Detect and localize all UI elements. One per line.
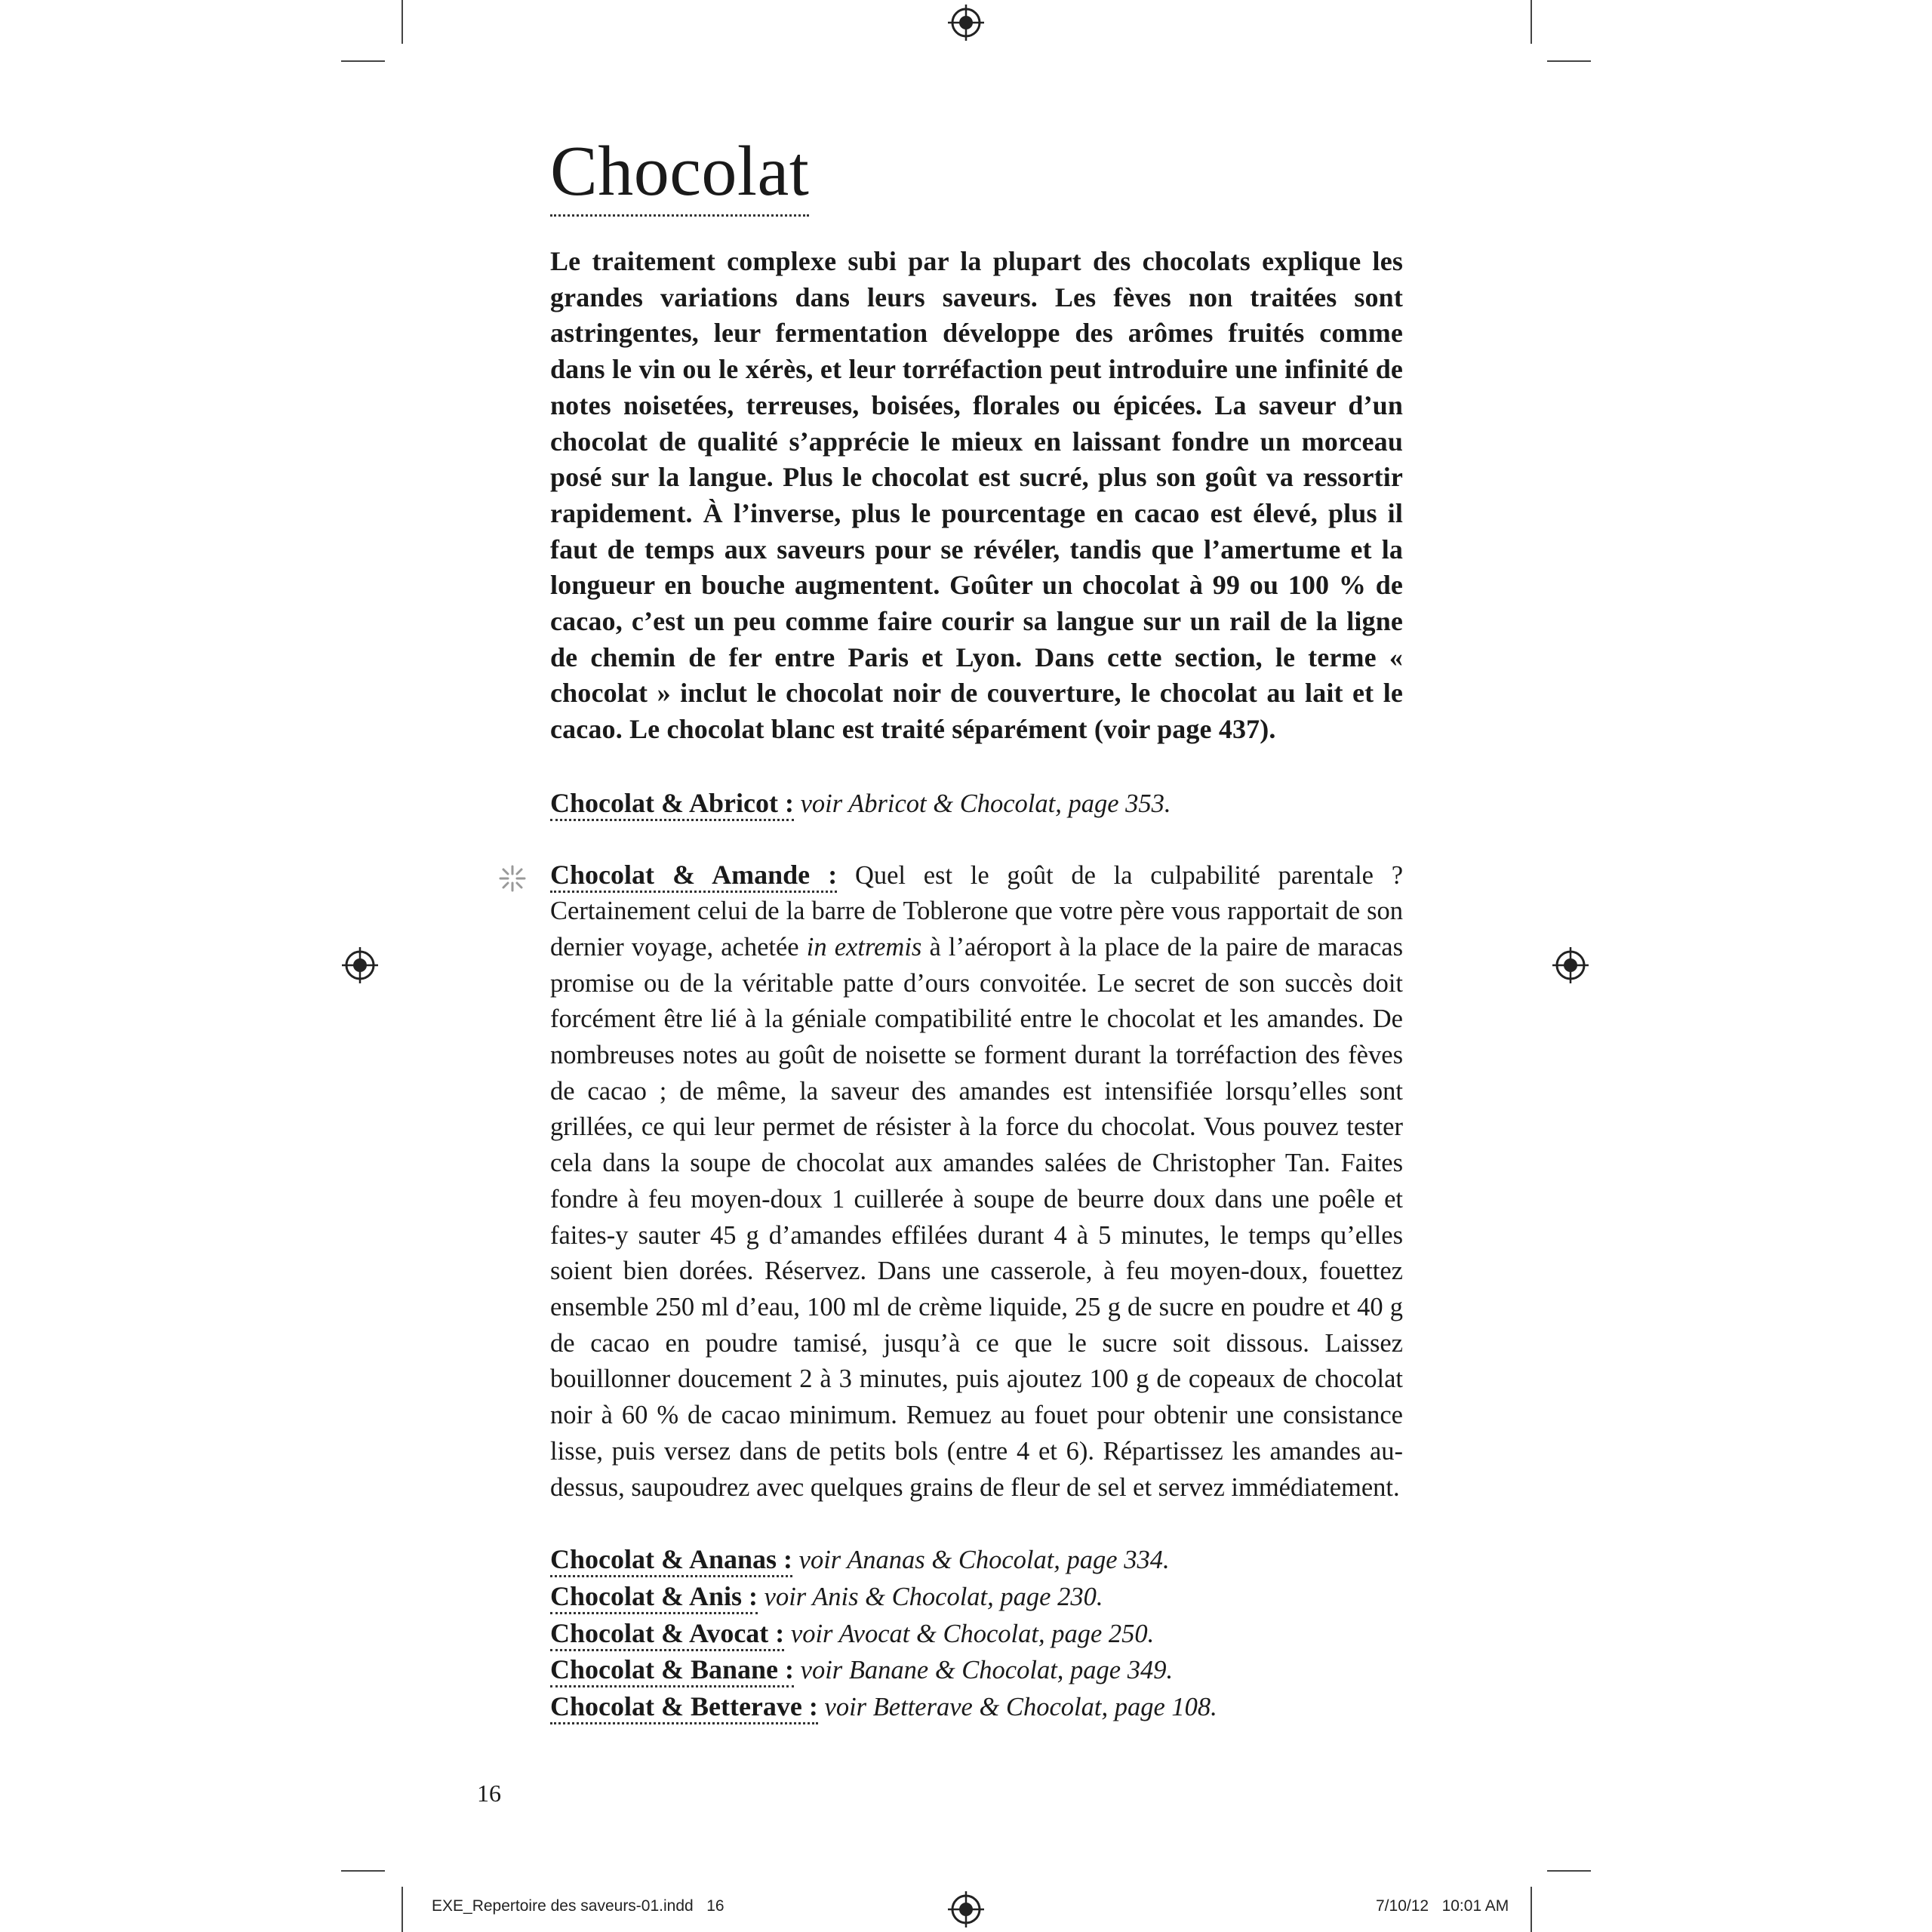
text-column <box>550 132 1404 1726</box>
crop-mark-icon <box>341 1870 385 1872</box>
entry-heading: Chocolat & Banane : <box>550 1654 794 1687</box>
registration-mark-icon <box>948 1891 984 1927</box>
registration-mark-icon <box>948 5 984 41</box>
slug-filename: EXE_Repertoire des saveurs-01.indd 16 <box>432 1897 724 1915</box>
crop-mark-icon <box>1547 1870 1591 1872</box>
entry-heading: Chocolat & Betterave : <box>550 1691 818 1724</box>
entry-text: Quel est le goût de la culpabilité parentale ? Certainement celui de la barre de Toblerone que votre père vous rapportait de son dernier voyage, achetée <box>550 860 1404 961</box>
sparkle-icon <box>497 863 528 894</box>
list-item <box>550 1542 1403 1579</box>
list-item <box>550 1689 1403 1726</box>
list-item <box>550 1579 1403 1616</box>
entry-reference: voir Avocat & Chocolat, page 250. <box>790 1619 1155 1648</box>
entry-abricot <box>550 786 1403 823</box>
entry-reference: voir Banane & Chocolat, page 349. <box>800 1656 1174 1685</box>
entry-reference: voir Ananas & Chocolat, page 334. <box>798 1546 1170 1575</box>
intro-paragraph: Le traitement complexe subi par la plupart des chocolats explique les grandes variations dans leurs saveurs. Les fèves non traitées sont astringentes, leur fermentation développe des arômes fruités comme dans le vin ou le xérès, et leur torréfaction peut introduire une infinité de notes noisetées, terreuses, boisées, florales ou épicées. La saveur d’un chocolat de qualité s’apprécie le mieux en laissant fondre un morceau posé sur la langue. Plus le chocolat est sucré, plus son goût va ressortir rapidement. À l’inverse, plus le pourcentage en cacao est élevé, plus il faut de temps aux saveurs pour se révéler, tandis que l’amertume et la longueur en bouche augmentent. Goûter un chocolat à 99 ou 100 % de cacao, c’est un peu comme faire courir sa langue sur un rail de la ligne de chemin de fer entre Paris et Lyon. Dans cette section, le terme « chocolat » inclut le chocolat noir de couverture, le chocolat au lait et le cacao. Le chocolat blanc est traité séparément (voir page 437). <box>550 246 1403 745</box>
entry-reference: voir Anis & Chocolat, page 230. <box>764 1582 1103 1611</box>
registration-mark-icon <box>1552 947 1589 983</box>
slug-datetime: 7/10/12 10:01 AM <box>1376 1897 1509 1915</box>
list-item <box>550 1652 1403 1689</box>
entry-text: à l’aéroport à la place de la paire de maracas promise ou de la véritable patte d’ours convoitée. Le secret de son succès doit forcément être lié à la géniale compatibilité entre le chocolat et les amandes. De nombreuses notes au goût de noisette se forment durant la torréfaction des fèves de cacao ; de même, la saveur des amandes est intensifiée lorsqu’elles sont grillées, ce qui leur permet de résister à la force du chocolat. Vous pouvez tester cela dans la soupe de chocolat aux amandes salées de Christopher Tan. Faites fondre à feu moyen-doux 1 cuillerée à soupe de beurre doux dans une poêle et faites-y sauter 45 g d’amandes effilées durant 4 à 5 minutes, le temps qu’elles soient bien dorées. Réservez. Dans une casserole, à feu moyen-doux, fouettez ensemble 250 ml d’eau, 100 ml de crème liquide, 25 g de sucre en poudre et 40 g de cacao en poudre tamisé, jusqu’à ce que le sucre soit dissous. Laissez bouillonner doucement 2 à 3 minutes, puis ajoutez 100 g de copeaux de chocolat noir à 60 % de cacao minimum. Remuez au fouet pour obtenir une consistance lisse, puis versez dans de petits bols (entre 4 et 6). Répartissez les amandes au-dessus, saupoudrez avec quelques grains de fleur de sel et servez immédiatement. <box>550 932 1404 1502</box>
entry-heading: Chocolat & Ananas : <box>550 1544 792 1577</box>
crop-mark-icon <box>1547 60 1591 62</box>
crop-mark-icon <box>401 0 403 44</box>
page-number: 16 <box>477 1780 501 1807</box>
entry-heading: Chocolat & Amande : <box>550 860 837 893</box>
crop-mark-icon <box>341 60 385 62</box>
entry-heading: Chocolat & Anis : <box>550 1581 758 1614</box>
entry-reference: voir Betterave & Chocolat, page 108. <box>824 1693 1217 1722</box>
crop-mark-icon <box>401 1887 403 1932</box>
entry-heading: Chocolat & Abricot : <box>550 788 794 821</box>
entry-reference: voir Abricot & Chocolat, page 353. <box>800 789 1171 818</box>
list-item <box>550 1616 1403 1653</box>
entry-amande <box>550 857 1403 1506</box>
page-title: Chocolat <box>550 136 809 217</box>
registration-mark-icon <box>342 947 378 983</box>
entry-heading: Chocolat & Avocat : <box>550 1618 784 1651</box>
cross-reference-list <box>550 1542 1403 1726</box>
crop-mark-icon <box>1531 0 1532 44</box>
crop-mark-icon <box>1531 1887 1532 1932</box>
entry-italic-text: in extremis <box>806 932 922 961</box>
